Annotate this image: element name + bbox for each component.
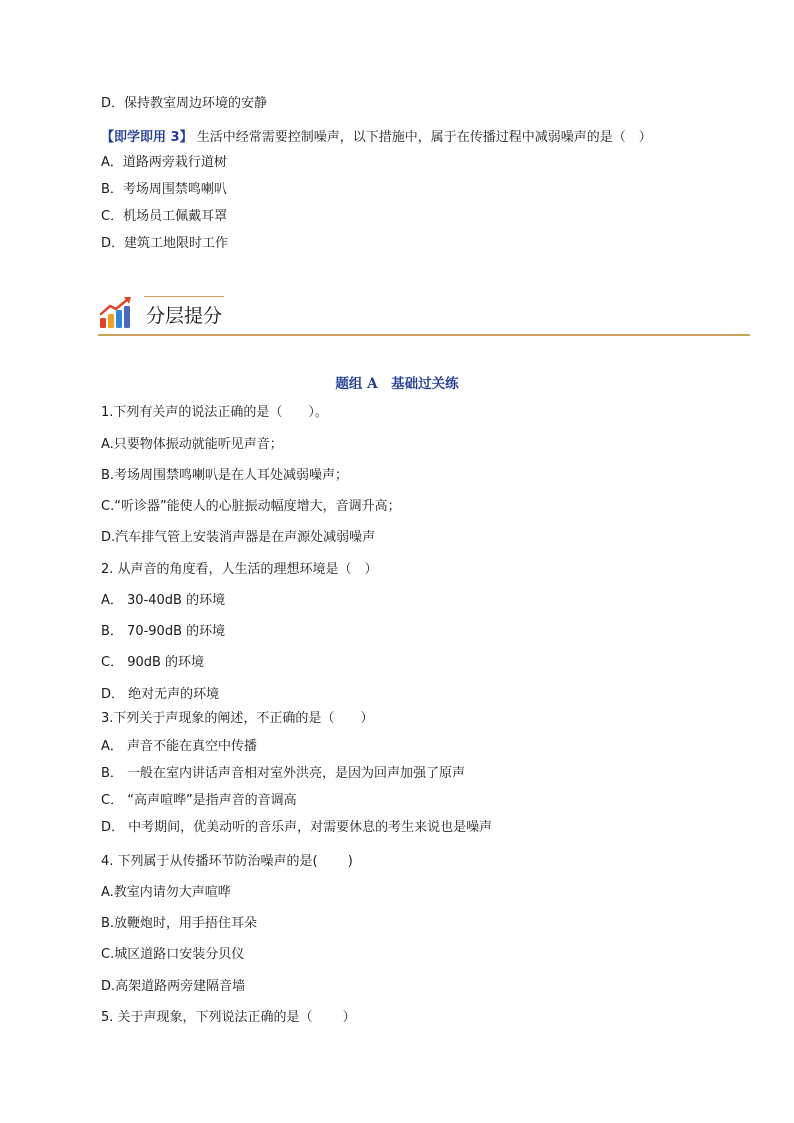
question-2-option-a: A． 30-40dB 的环境	[101, 593, 226, 608]
question-1-option-b: B.考场周围禁鸣喇叭是在人耳处减弱噪声；	[101, 468, 349, 483]
question-2-option-c: C． 90dB 的环境	[101, 655, 205, 670]
question-4-option-b: B.放鞭炮时，用手捂住耳朵	[101, 916, 258, 931]
section-title: 分层提分	[146, 305, 223, 327]
practice-question-3	[101, 129, 652, 147]
question-1-option-d: D.汽车排气管上安装消声器是在声源处减弱噪声	[101, 530, 376, 545]
question-2-option-d: D． 绝对无声的环境	[101, 687, 220, 702]
section-header	[98, 292, 750, 336]
practice-option-d: D．建筑工地限时工作	[101, 236, 229, 251]
practice-stem: 生活中经常需要控制噪声，以下措施中，属于在传播过程中减弱噪声的是（ ）	[196, 130, 652, 145]
section-rule	[98, 334, 750, 336]
question-3-option-a: A． 声音不能在真空中传播	[101, 739, 258, 754]
practice-option-a: A．道路两旁栽行道树	[101, 155, 227, 170]
chart-growth-icon	[98, 294, 136, 330]
question-5-stem: 5. 关于声现象，下列说法正确的是（ ）	[101, 1010, 356, 1025]
question-2-stem: 2. 从声音的角度看，人生活的理想环境是（ ）	[101, 562, 378, 577]
top-option-d: D．保持教室周边环境的安静	[101, 96, 268, 111]
section-top-line	[144, 296, 224, 297]
question-3-option-c: C． “高声喧哗”是指声音的音调高	[101, 793, 297, 808]
question-1-option-a: A.只要物体振动就能听见声音；	[101, 437, 283, 452]
group-title: 题组 A 基础过关练	[335, 376, 459, 392]
question-4-option-a: A.教室内请勿大声喧哗	[101, 885, 231, 900]
question-4-option-d: D.高架道路两旁建隔音墙	[101, 979, 246, 994]
practice-option-b: B．考场周围禁鸣喇叭	[101, 182, 227, 197]
practice-tag: 【即学即用 3】	[101, 130, 193, 145]
question-1-stem: 1.下列有关声的说法正确的是（ ）。	[101, 405, 328, 420]
question-3-option-d: D． 中考期间，优美动听的音乐声，对需要休息的考生来说也是噪声	[101, 820, 493, 835]
practice-option-c: C．机场员工佩戴耳罩	[101, 209, 228, 224]
question-2-option-b: B． 70-90dB 的环境	[101, 624, 226, 639]
question-4-option-c: C.城区道路口安装分贝仪	[101, 947, 245, 962]
question-3-stem: 3.下列关于声现象的阐述，不正确的是（ ）	[101, 711, 374, 726]
question-4-stem: 4. 下列属于从传播环节防治噪声的是( )	[101, 854, 353, 869]
question-1-option-c: C.“听诊器”能使人的心脏振动幅度增大，音调升高；	[101, 499, 401, 514]
question-3-option-b: B． 一般在室内讲话声音相对室外洪亮，是因为回声加强了原声	[101, 766, 466, 781]
